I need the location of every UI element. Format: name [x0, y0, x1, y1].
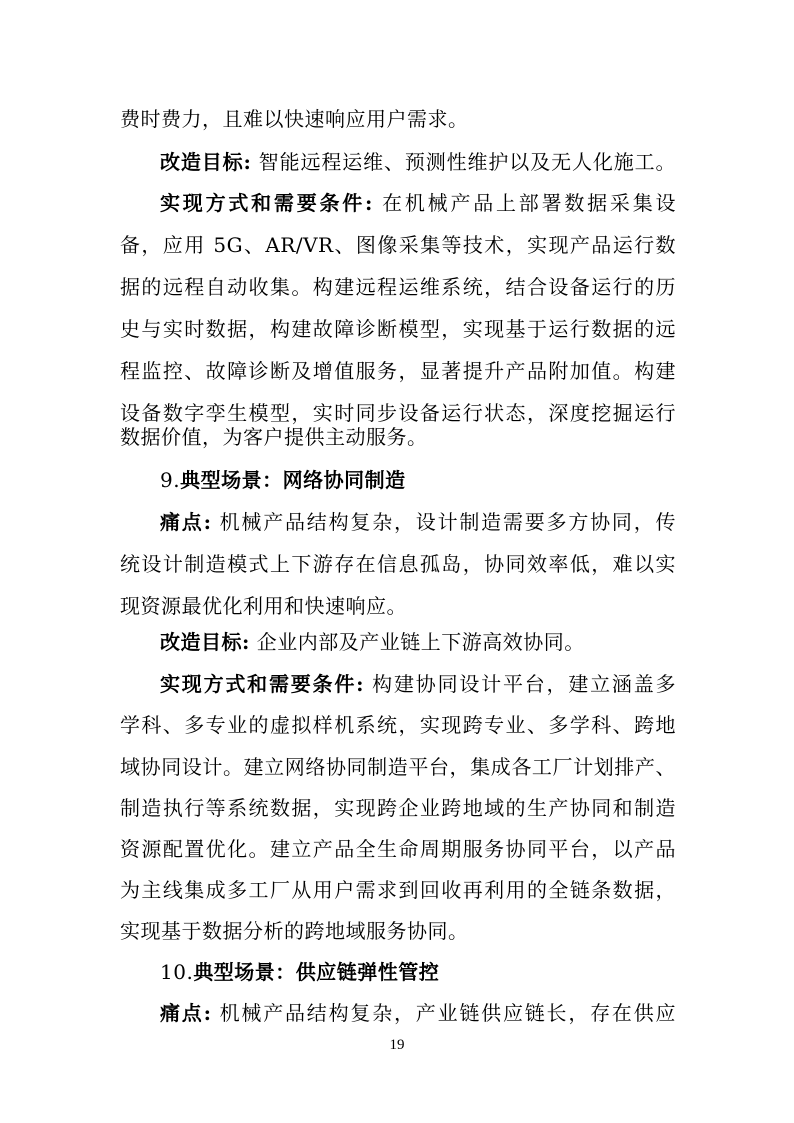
term-label: 改造目标:	[160, 630, 250, 654]
paragraph-line	[160, 509, 676, 535]
body-text: 机械产品结构复杂，产业链供应链长，存在供应	[211, 1001, 676, 1025]
body-text: 在机械产品上部署数据采集设	[372, 191, 676, 215]
paragraph-line: 程监控、故障诊断及增值服务，显著提升产品附加值。构建	[120, 359, 676, 383]
term-label: 改造目标:	[160, 150, 252, 174]
paragraph-line: 史与实时数据，构建故障诊断模型，实现基于运行数据的远	[120, 317, 676, 341]
heading-text: 典型场景：网络协同制造	[180, 468, 406, 492]
body-text: 费时费力，且难以快速响应用户需求。	[120, 107, 469, 131]
paragraph-line: 数据价值，为客户提供主动服务。	[120, 425, 428, 449]
paragraph-line: 备，应用 5G、AR/VR、图像采集等技术，实现产品运行数	[120, 233, 676, 257]
paragraph-line: 实现基于数据分析的跨地域服务协同。	[120, 919, 469, 943]
heading-number: 9.	[160, 468, 181, 492]
heading-number: 10.	[160, 960, 194, 984]
paragraph-line: 现资源最优化利用和快速响应。	[120, 594, 407, 618]
paragraph-line	[120, 106, 676, 132]
paragraph-line: 据的远程自动收集。构建远程运维系统，结合设备运行的历	[120, 275, 676, 299]
paragraph-line	[160, 149, 676, 175]
paragraph-line: 学科、多专业的虚拟样机系统，实现跨专业、多学科、跨地	[120, 713, 676, 737]
paragraph-line: 设备数字孪生模型，实时同步设备运行状态，深度挖掘运行	[120, 401, 676, 425]
term-label: 痛点:	[160, 510, 212, 534]
page-number: 19	[389, 1037, 405, 1053]
term-label: 实现方式和需要条件:	[160, 672, 365, 696]
paragraph-line: 统设计制造模式上下游存在信息孤岛，协同效率低，难以实	[120, 552, 676, 576]
paragraph-line: 制造执行等系统数据，实现跨企业跨地域的生产协同和制造	[120, 796, 676, 820]
section-heading	[160, 959, 676, 985]
paragraph-line	[160, 190, 676, 216]
paragraph-line: 为主线集成多工厂从用户需求到回收再利用的全链条数据，	[120, 878, 676, 902]
heading-text: 典型场景：供应链弹性管控	[193, 960, 440, 984]
term-label: 痛点:	[160, 1001, 212, 1025]
term-label: 实现方式和需要条件:	[160, 191, 373, 215]
paragraph-line: 资源配置优化。建立产品全生命周期服务协同平台，以产品	[120, 837, 676, 861]
paragraph-line	[160, 1000, 676, 1026]
body-text: 构建协同设计平台，建立涵盖多	[364, 672, 676, 696]
body-text: 智能远程运维、预测性维护以及无人化施工。	[251, 150, 676, 174]
body-text: 企业内部及产业链上下游高效协同。	[249, 630, 585, 654]
body-text: 机械产品结构复杂，设计制造需要多方协同，传	[211, 510, 676, 534]
paragraph-line	[160, 671, 676, 697]
paragraph-line: 域协同设计。建立网络协同制造平台，集成各工厂计划排产、	[120, 755, 676, 779]
paragraph-line	[160, 629, 676, 655]
section-heading	[160, 467, 676, 493]
